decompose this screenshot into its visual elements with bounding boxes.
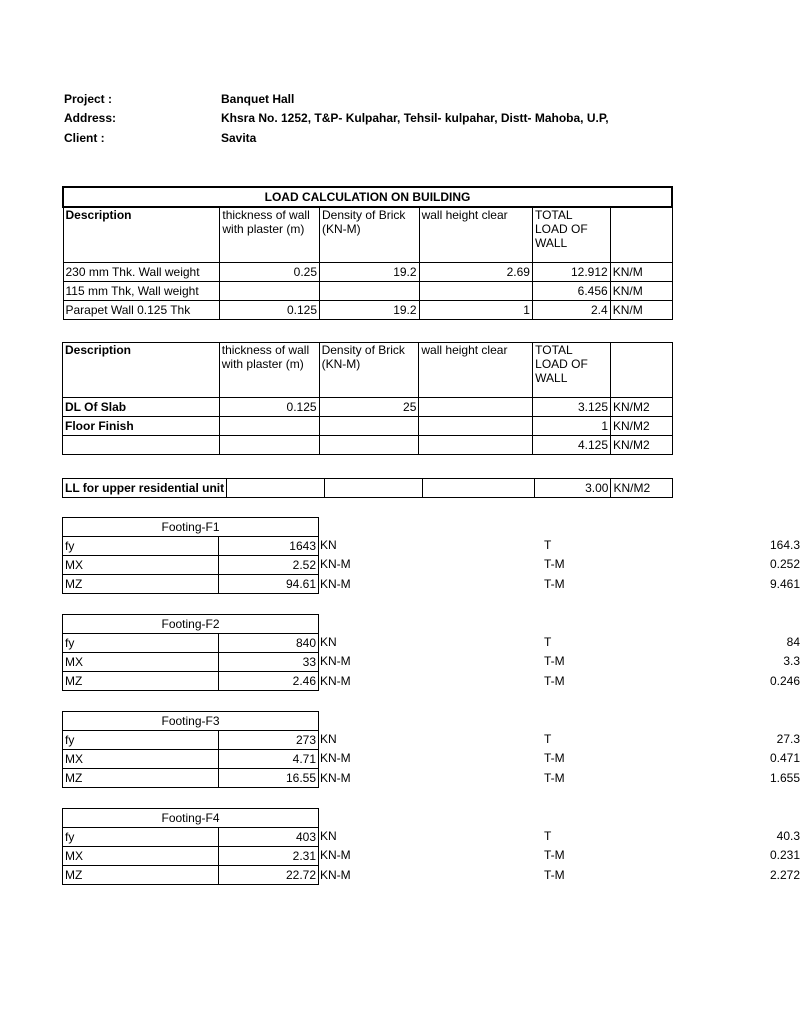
column-header: Description	[63, 207, 220, 263]
column-header: thickness of wall with plaster (m)	[220, 207, 320, 263]
footing-unit: KN	[320, 829, 337, 843]
cell-value: 25	[319, 398, 419, 417]
cell-unit: KN/M	[610, 301, 672, 320]
footing-param-value: 2.46	[219, 672, 319, 691]
table-row	[63, 866, 319, 885]
row-label: Floor Finish	[63, 417, 220, 436]
row-label: Parapet Wall 0.125 Thk	[63, 301, 220, 320]
footing-param-label: MZ	[63, 866, 219, 885]
table-row	[63, 556, 319, 575]
cell-value	[419, 398, 533, 417]
column-header: wall height clear	[419, 207, 532, 263]
footing-param-value: 2.52	[219, 556, 319, 575]
cell-value: 0.25	[220, 263, 320, 282]
cell-value: 0.125	[220, 301, 320, 320]
address-value: Khsra No. 1252, T&P- Kulpahar, Tehsil- kulpahar, Distt- Mahoba, U.P,	[221, 111, 609, 125]
cell-value: 1	[419, 301, 532, 320]
table-row	[63, 634, 319, 653]
table-row	[63, 417, 673, 436]
table-row	[63, 479, 673, 498]
cell-value: 1	[533, 417, 611, 436]
footing-unit: KN-M	[320, 557, 351, 572]
footing-param-label: fy	[63, 731, 219, 750]
cell-value: 2.69	[419, 263, 532, 282]
footing-block	[62, 711, 800, 789]
footing-converted-unit: T-M	[544, 770, 565, 785]
footing-unit: KN-M	[320, 576, 351, 591]
footing-param-label: MX	[63, 750, 219, 769]
cell-value: 0.125	[219, 398, 319, 417]
cell-value: 3.00	[534, 479, 611, 498]
cell-value	[319, 436, 419, 455]
footing-param-label: fy	[63, 828, 219, 847]
project-label: Project :	[64, 92, 113, 106]
footing-title: Footing-F3	[63, 712, 319, 731]
footing-block	[62, 517, 800, 595]
footing-unit: KN	[320, 635, 337, 649]
row-label: 115 mm Thk, Wall weight	[63, 282, 220, 301]
footing-param-label: MZ	[63, 769, 219, 788]
address-label: Address:	[64, 111, 117, 125]
footing-block	[62, 614, 800, 692]
column-header: wall height clear	[419, 343, 533, 398]
footing-param-label: MZ	[63, 575, 219, 594]
cell-value	[419, 417, 533, 436]
table-row	[63, 769, 319, 788]
footing-converted-unit: T-M	[544, 654, 565, 669]
footing-param-value: 33	[219, 653, 319, 672]
footing-table	[62, 808, 319, 885]
cell-value: 3.125	[533, 398, 611, 417]
cell-value: 2.4	[532, 301, 610, 320]
footing-converted-value: 40.3	[776, 829, 800, 843]
footing-converted-value: 0.246	[769, 673, 800, 688]
row-label: DL Of Slab	[63, 398, 220, 417]
cell-value	[419, 436, 533, 455]
live-load-table	[62, 478, 673, 498]
footing-table	[62, 614, 319, 691]
footing-unit: KN-M	[320, 770, 351, 785]
footing-converted-unit: T	[544, 538, 552, 552]
column-header: Density of Brick (KN-M)	[320, 207, 420, 263]
footing-param-value: 1643	[219, 537, 319, 556]
footing-converted-unit: T-M	[544, 673, 565, 688]
footing-converted-value: 164.3	[769, 538, 800, 552]
cell-unit: KN/M	[610, 263, 672, 282]
footing-converted-value: 2.272	[769, 867, 800, 882]
footing-param-value: 2.31	[219, 847, 319, 866]
footing-param-label: fy	[63, 537, 219, 556]
table-row	[63, 653, 319, 672]
footing-converted-value: 9.461	[769, 576, 800, 591]
cell-value	[422, 479, 534, 498]
footing-unit: KN	[320, 538, 337, 552]
table-title: LOAD CALCULATION ON BUILDING	[63, 187, 672, 207]
cell-unit: KN/M2	[611, 417, 673, 436]
column-header: TOTAL LOAD OF WALL	[533, 343, 611, 398]
footing-converted-unit: T-M	[544, 576, 565, 591]
project-value: Banquet Hall	[221, 92, 295, 106]
table-row	[63, 828, 319, 847]
table-row	[63, 263, 672, 282]
footing-title: Footing-F4	[63, 809, 319, 828]
cell-unit: KN/M	[610, 282, 672, 301]
footing-param-label: fy	[63, 634, 219, 653]
column-header	[610, 207, 672, 263]
footing-param-value: 22.72	[219, 866, 319, 885]
cell-value: 19.2	[320, 301, 420, 320]
cell-value	[419, 282, 532, 301]
column-header: TOTAL LOAD OF WALL	[532, 207, 610, 263]
table-row	[63, 537, 319, 556]
footing-converted-unit: T-M	[544, 848, 565, 863]
cell-value	[325, 479, 423, 498]
cell-value	[219, 436, 319, 455]
footing-converted-unit: T	[544, 635, 552, 649]
table-row	[63, 672, 319, 691]
footing-title: Footing-F1	[63, 518, 319, 537]
row-label	[63, 436, 220, 455]
footing-param-value: 840	[219, 634, 319, 653]
table-row	[63, 750, 319, 769]
footing-unit: KN-M	[320, 848, 351, 863]
footing-param-value: 403	[219, 828, 319, 847]
footing-table	[62, 517, 319, 594]
cell-value	[227, 479, 325, 498]
cell-value: 6.456	[532, 282, 610, 301]
footing-converted-unit: T-M	[544, 867, 565, 882]
footing-unit: KN-M	[320, 867, 351, 882]
footing-converted-unit: T-M	[544, 557, 565, 572]
load-calculation-table	[62, 186, 673, 320]
column-header: Description	[63, 343, 220, 398]
footing-converted-value: 0.252	[769, 557, 800, 572]
footing-converted-value: 3.3	[783, 654, 800, 669]
footing-unit: KN-M	[320, 654, 351, 669]
footing-converted-unit: T	[544, 829, 552, 843]
cell-value: 12.912	[532, 263, 610, 282]
table-row	[63, 398, 673, 417]
footing-converted-unit: T	[544, 732, 552, 746]
footing-param-label: MX	[63, 847, 219, 866]
footing-title: Footing-F2	[63, 615, 319, 634]
footing-param-value: 16.55	[219, 769, 319, 788]
column-header: Density of Brick (KN-M)	[319, 343, 419, 398]
footing-converted-unit: T-M	[544, 751, 565, 766]
footing-block	[62, 808, 800, 886]
table-row	[63, 847, 319, 866]
footing-param-label: MX	[63, 556, 219, 575]
footing-converted-value: 0.231	[769, 848, 800, 863]
cell-unit: KN/M2	[611, 398, 673, 417]
column-header	[611, 343, 673, 398]
footing-converted-value: 0.471	[769, 751, 800, 766]
cell-value: 19.2	[320, 263, 420, 282]
footing-table	[62, 711, 319, 788]
footing-converted-value: 27.3	[776, 732, 800, 746]
footing-unit: KN-M	[320, 673, 351, 688]
row-label: LL for upper residential unit	[63, 479, 227, 498]
cell-value	[319, 417, 419, 436]
cell-value	[220, 282, 320, 301]
client-label: Client :	[64, 131, 105, 145]
column-header: thickness of wall with plaster (m)	[219, 343, 319, 398]
table-row	[63, 301, 672, 320]
footing-converted-value: 1.655	[769, 770, 800, 785]
client-value: Savita	[221, 131, 257, 145]
table-row	[63, 731, 319, 750]
footing-param-value: 273	[219, 731, 319, 750]
footing-converted-value: 84	[786, 635, 800, 649]
footing-unit: KN	[320, 732, 337, 746]
footing-unit: KN-M	[320, 751, 351, 766]
footing-param-value: 4.71	[219, 750, 319, 769]
cell-unit: KN/M2	[611, 479, 673, 498]
cell-value	[320, 282, 420, 301]
table-row	[63, 436, 673, 455]
row-label: 230 mm Thk. Wall weight	[63, 263, 220, 282]
table-row	[63, 282, 672, 301]
cell-value: 4.125	[533, 436, 611, 455]
footing-param-value: 94.61	[219, 575, 319, 594]
table-row	[63, 575, 319, 594]
footing-param-label: MZ	[63, 672, 219, 691]
footing-param-label: MX	[63, 653, 219, 672]
slab-load-table	[62, 342, 673, 455]
cell-unit: KN/M2	[611, 436, 673, 455]
cell-value	[219, 417, 319, 436]
